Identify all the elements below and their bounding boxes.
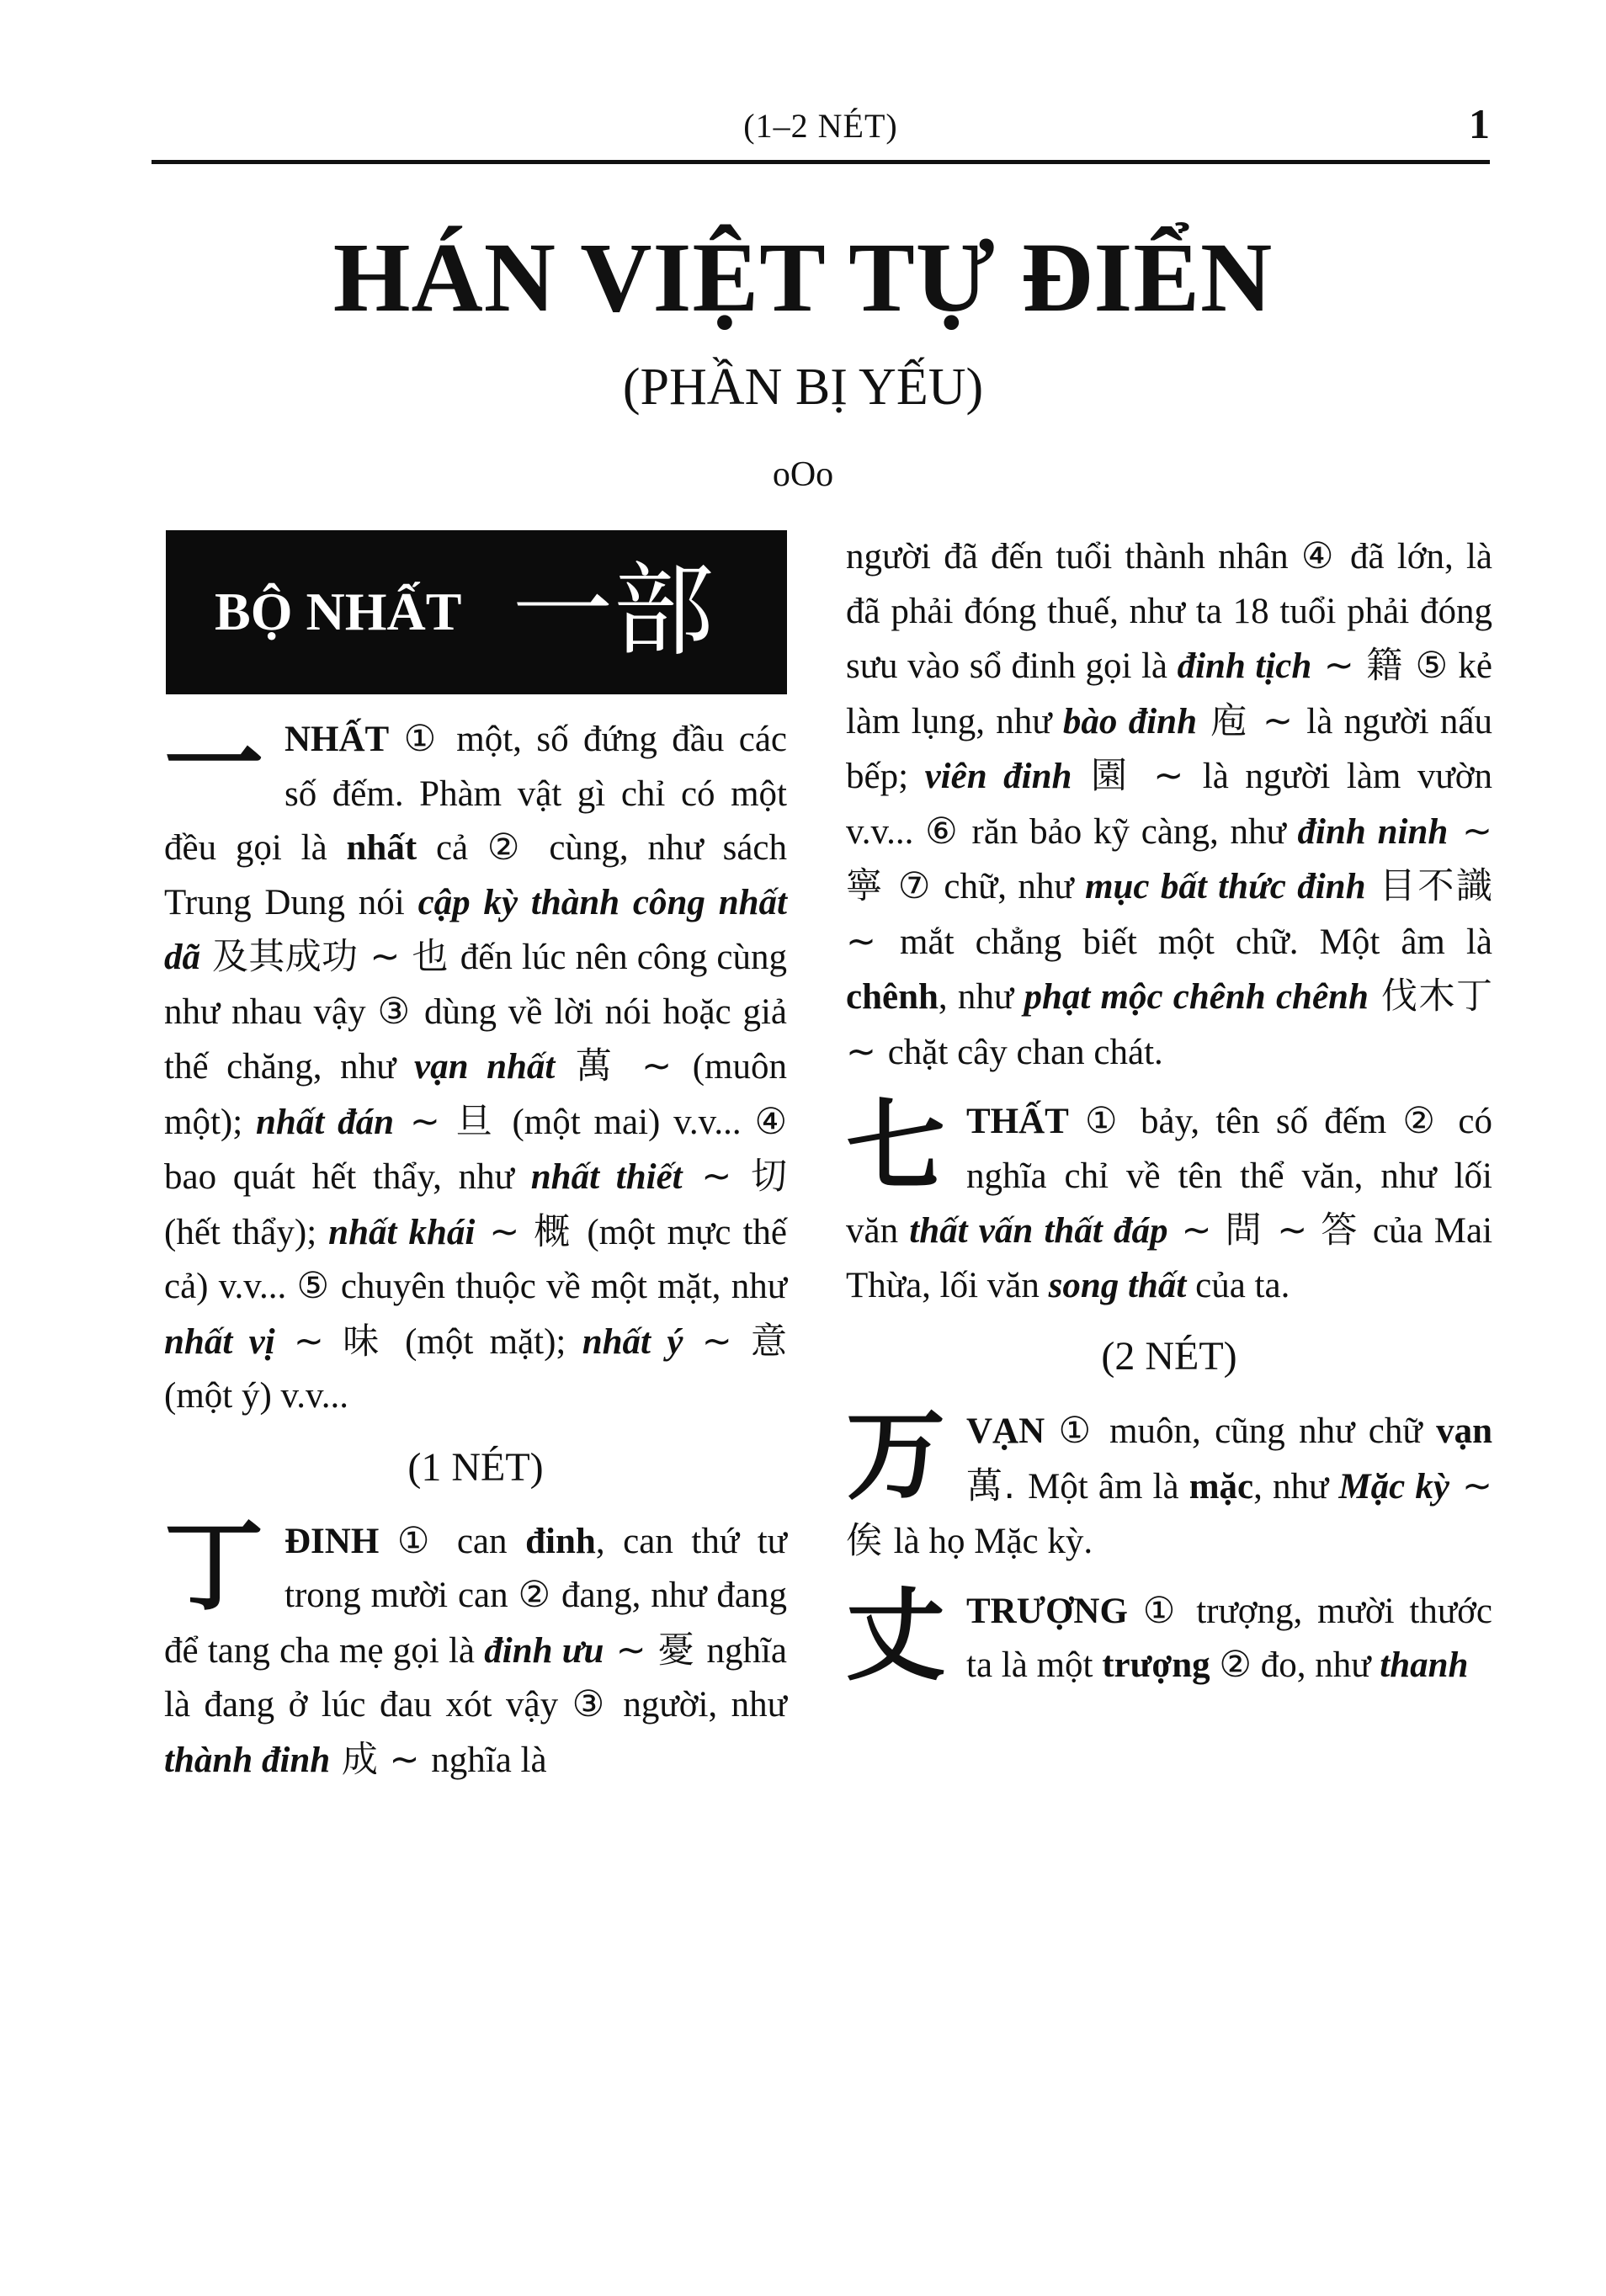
entry-glyph: 万	[846, 1397, 946, 1513]
example-term: thành đinh	[164, 1740, 331, 1780]
definition-text: ⑤ kẻ làm lụng, như	[846, 646, 1492, 741]
example-term: phạt mộc chênh chênh	[1024, 977, 1369, 1017]
column-left	[164, 530, 787, 1799]
han-characters: ~ 憂	[604, 1629, 707, 1672]
entry-definition-continued	[846, 537, 1492, 1072]
example-term: nhất vị	[164, 1321, 275, 1362]
dictionary-entry	[164, 1507, 787, 1788]
han-characters: 園 ~	[1072, 755, 1203, 797]
definition-text: (muôn một);	[164, 1047, 787, 1142]
dictionary-entry	[846, 1397, 1492, 1570]
definition-text: nghĩa là	[431, 1740, 547, 1780]
bold-term: chênh	[846, 977, 939, 1017]
stroke-group-heading: (1 NÉT)	[407, 1444, 544, 1490]
han-characters: 成 ~	[330, 1738, 432, 1781]
example-term: cập kỳ thành công nhất dã	[164, 882, 788, 977]
dictionary-entry	[164, 706, 788, 1424]
definition-text: ② đo, như	[1210, 1645, 1380, 1685]
running-head	[152, 99, 1490, 150]
han-characters: ~ 味	[274, 1320, 406, 1363]
example-term: nhất ý	[582, 1321, 683, 1362]
definition-text: ① can	[379, 1521, 526, 1561]
dictionary-entry-continued	[846, 530, 1492, 1080]
entry-headword: NHẤT	[285, 720, 390, 759]
page-number: 1	[1469, 100, 1490, 147]
entry-headword: VẠN	[966, 1411, 1045, 1451]
stroke-group-heading: (2 NÉT)	[1101, 1334, 1237, 1379]
definition-text: người đã đến tuổi thành nhân ④ đã lớn, là đã phải đóng thuế, như ta 18 tuổi phải đóng sưu vào sổ đinh gọi là	[846, 537, 1492, 686]
definition-text: của ta.	[1186, 1265, 1290, 1305]
definition-text: của Mai Thừa, lối văn	[846, 1211, 1493, 1305]
definition-text: là người nấu bếp;	[846, 701, 1493, 796]
example-term: nhất khái	[328, 1212, 476, 1252]
han-characters: 及其成功 ~ 也	[200, 936, 460, 978]
han-characters: ~ 問 ~ 答	[1167, 1209, 1373, 1252]
definition-text: ⑦ chữ, như	[897, 867, 1086, 906]
definition-text: ① một, số đứng đầu các số đếm. Phàm vật gì chỉ có một đều gọi là	[164, 720, 787, 868]
entry-glyph: 七	[846, 1088, 946, 1204]
definition-text: là họ Mặc kỳ.	[893, 1522, 1093, 1561]
han-characters: 目不識 ~	[846, 865, 1493, 963]
bold-term: vạn	[1436, 1411, 1492, 1451]
example-term: đinh ninh	[1297, 811, 1449, 852]
definition-text: chặt cây chan chát.	[887, 1032, 1163, 1072]
radical-han: 一部	[512, 553, 715, 671]
entry-definition	[164, 720, 787, 1416]
definition-text: nghĩa là đang ở lúc đau xót vậy ③ người, như	[164, 1630, 787, 1725]
dictionary-entry	[846, 1088, 1493, 1313]
running-head-section: (1–2 NÉT)	[743, 107, 898, 145]
entry-headword: ĐINH	[285, 1521, 380, 1561]
han-characters: 萬 ~	[555, 1045, 693, 1087]
definition-text: (hết thẩy);	[164, 1212, 329, 1252]
definition-text: mắt chẳng biết một chữ. Một âm là	[900, 922, 1492, 962]
radical-label: BỘ NHẤT	[215, 582, 462, 642]
definition-text: (một mai) v.v... ④ bao quát hết thẩy, như	[164, 1102, 787, 1197]
definition-text: ① bảy, tên số đếm ② có nghĩa chỉ về tên thể văn, như lối văn	[846, 1102, 1492, 1251]
definition-text: (một mực thế cả) v.v... ⑤ chuyên thuộc về một mặt, như	[164, 1212, 787, 1306]
entry-headword: THẤT	[966, 1102, 1069, 1141]
example-term: viên đinh	[924, 757, 1072, 796]
example-term: thanh	[1380, 1645, 1469, 1685]
header-rule	[152, 160, 1490, 164]
han-characters: 萬.	[966, 1464, 1029, 1507]
han-characters: 庖 ~	[1197, 699, 1307, 742]
radical-banner	[166, 530, 787, 694]
entry-headword: TRƯỢNG	[966, 1591, 1128, 1631]
han-characters: ~ 旦	[394, 1100, 513, 1143]
ornament: oOo	[772, 455, 834, 494]
han-characters: ~ 俟	[846, 1464, 1492, 1562]
example-term: bào đinh	[1062, 701, 1197, 741]
example-term: song thất	[1048, 1265, 1187, 1305]
bold-term: nhất	[346, 828, 417, 868]
example-term: mục bất thức đinh	[1085, 867, 1366, 906]
column-right	[846, 530, 1492, 1705]
bold-term: trượng	[1102, 1645, 1210, 1685]
example-term: nhất thiết	[530, 1157, 683, 1197]
page-subtitle: (PHẦN BỊ YẾU)	[622, 359, 984, 416]
example-term: thất vấn thất đáp	[909, 1211, 1168, 1251]
han-characters: ~ 概	[475, 1210, 588, 1253]
page-title: HÁN VIỆT TỰ ĐIỂN	[332, 222, 1274, 332]
definition-text: , như	[1253, 1466, 1339, 1507]
definition-text: , can thứ tư trong mười can ② đang, như đang để tang cha mẹ gọi là	[164, 1521, 787, 1671]
entry-glyph: 丈	[846, 1577, 946, 1694]
bold-term: mặc	[1189, 1466, 1254, 1507]
definition-text: cả ② cùng, như sách Trung Dung nói	[164, 828, 787, 922]
example-term: vạn nhất	[414, 1047, 556, 1087]
definition-text: ① muôn, cũng như chữ	[1045, 1411, 1437, 1451]
bold-term: đinh	[525, 1521, 596, 1561]
han-characters: ~ 切	[682, 1156, 787, 1198]
dictionary-entry	[846, 1577, 1492, 1694]
definition-text: (một mặt);	[405, 1321, 582, 1362]
han-characters: ~ 寧	[846, 810, 1492, 907]
definition-text: đến lúc nên công cùng như nhau vậy ③ dùng về lời nói hoặc giả thế chăng, như	[164, 938, 788, 1087]
definition-text: là người làm vườn v.v... ⑥ răn bảo kỹ càng, như	[846, 757, 1492, 852]
definition-text: Một âm là	[1028, 1466, 1189, 1507]
han-characters: ~ 意	[683, 1320, 787, 1363]
example-term: đinh ưu	[484, 1630, 604, 1671]
han-characters: ~ 籍	[1311, 645, 1416, 687]
definition-text: ① trượng, mười thước ta là một	[966, 1591, 1492, 1685]
entry-glyph: 丁	[164, 1507, 264, 1624]
definition-text: (một ý) v.v...	[164, 1376, 348, 1416]
definition-text: , như	[938, 977, 1024, 1017]
han-characters: 伐木丁 ~	[846, 975, 1492, 1073]
example-term: đinh tịch	[1177, 646, 1312, 686]
example-term: Mặc kỳ	[1338, 1466, 1449, 1507]
entry-glyph: 一	[164, 706, 264, 822]
example-term: nhất đán	[256, 1102, 395, 1142]
